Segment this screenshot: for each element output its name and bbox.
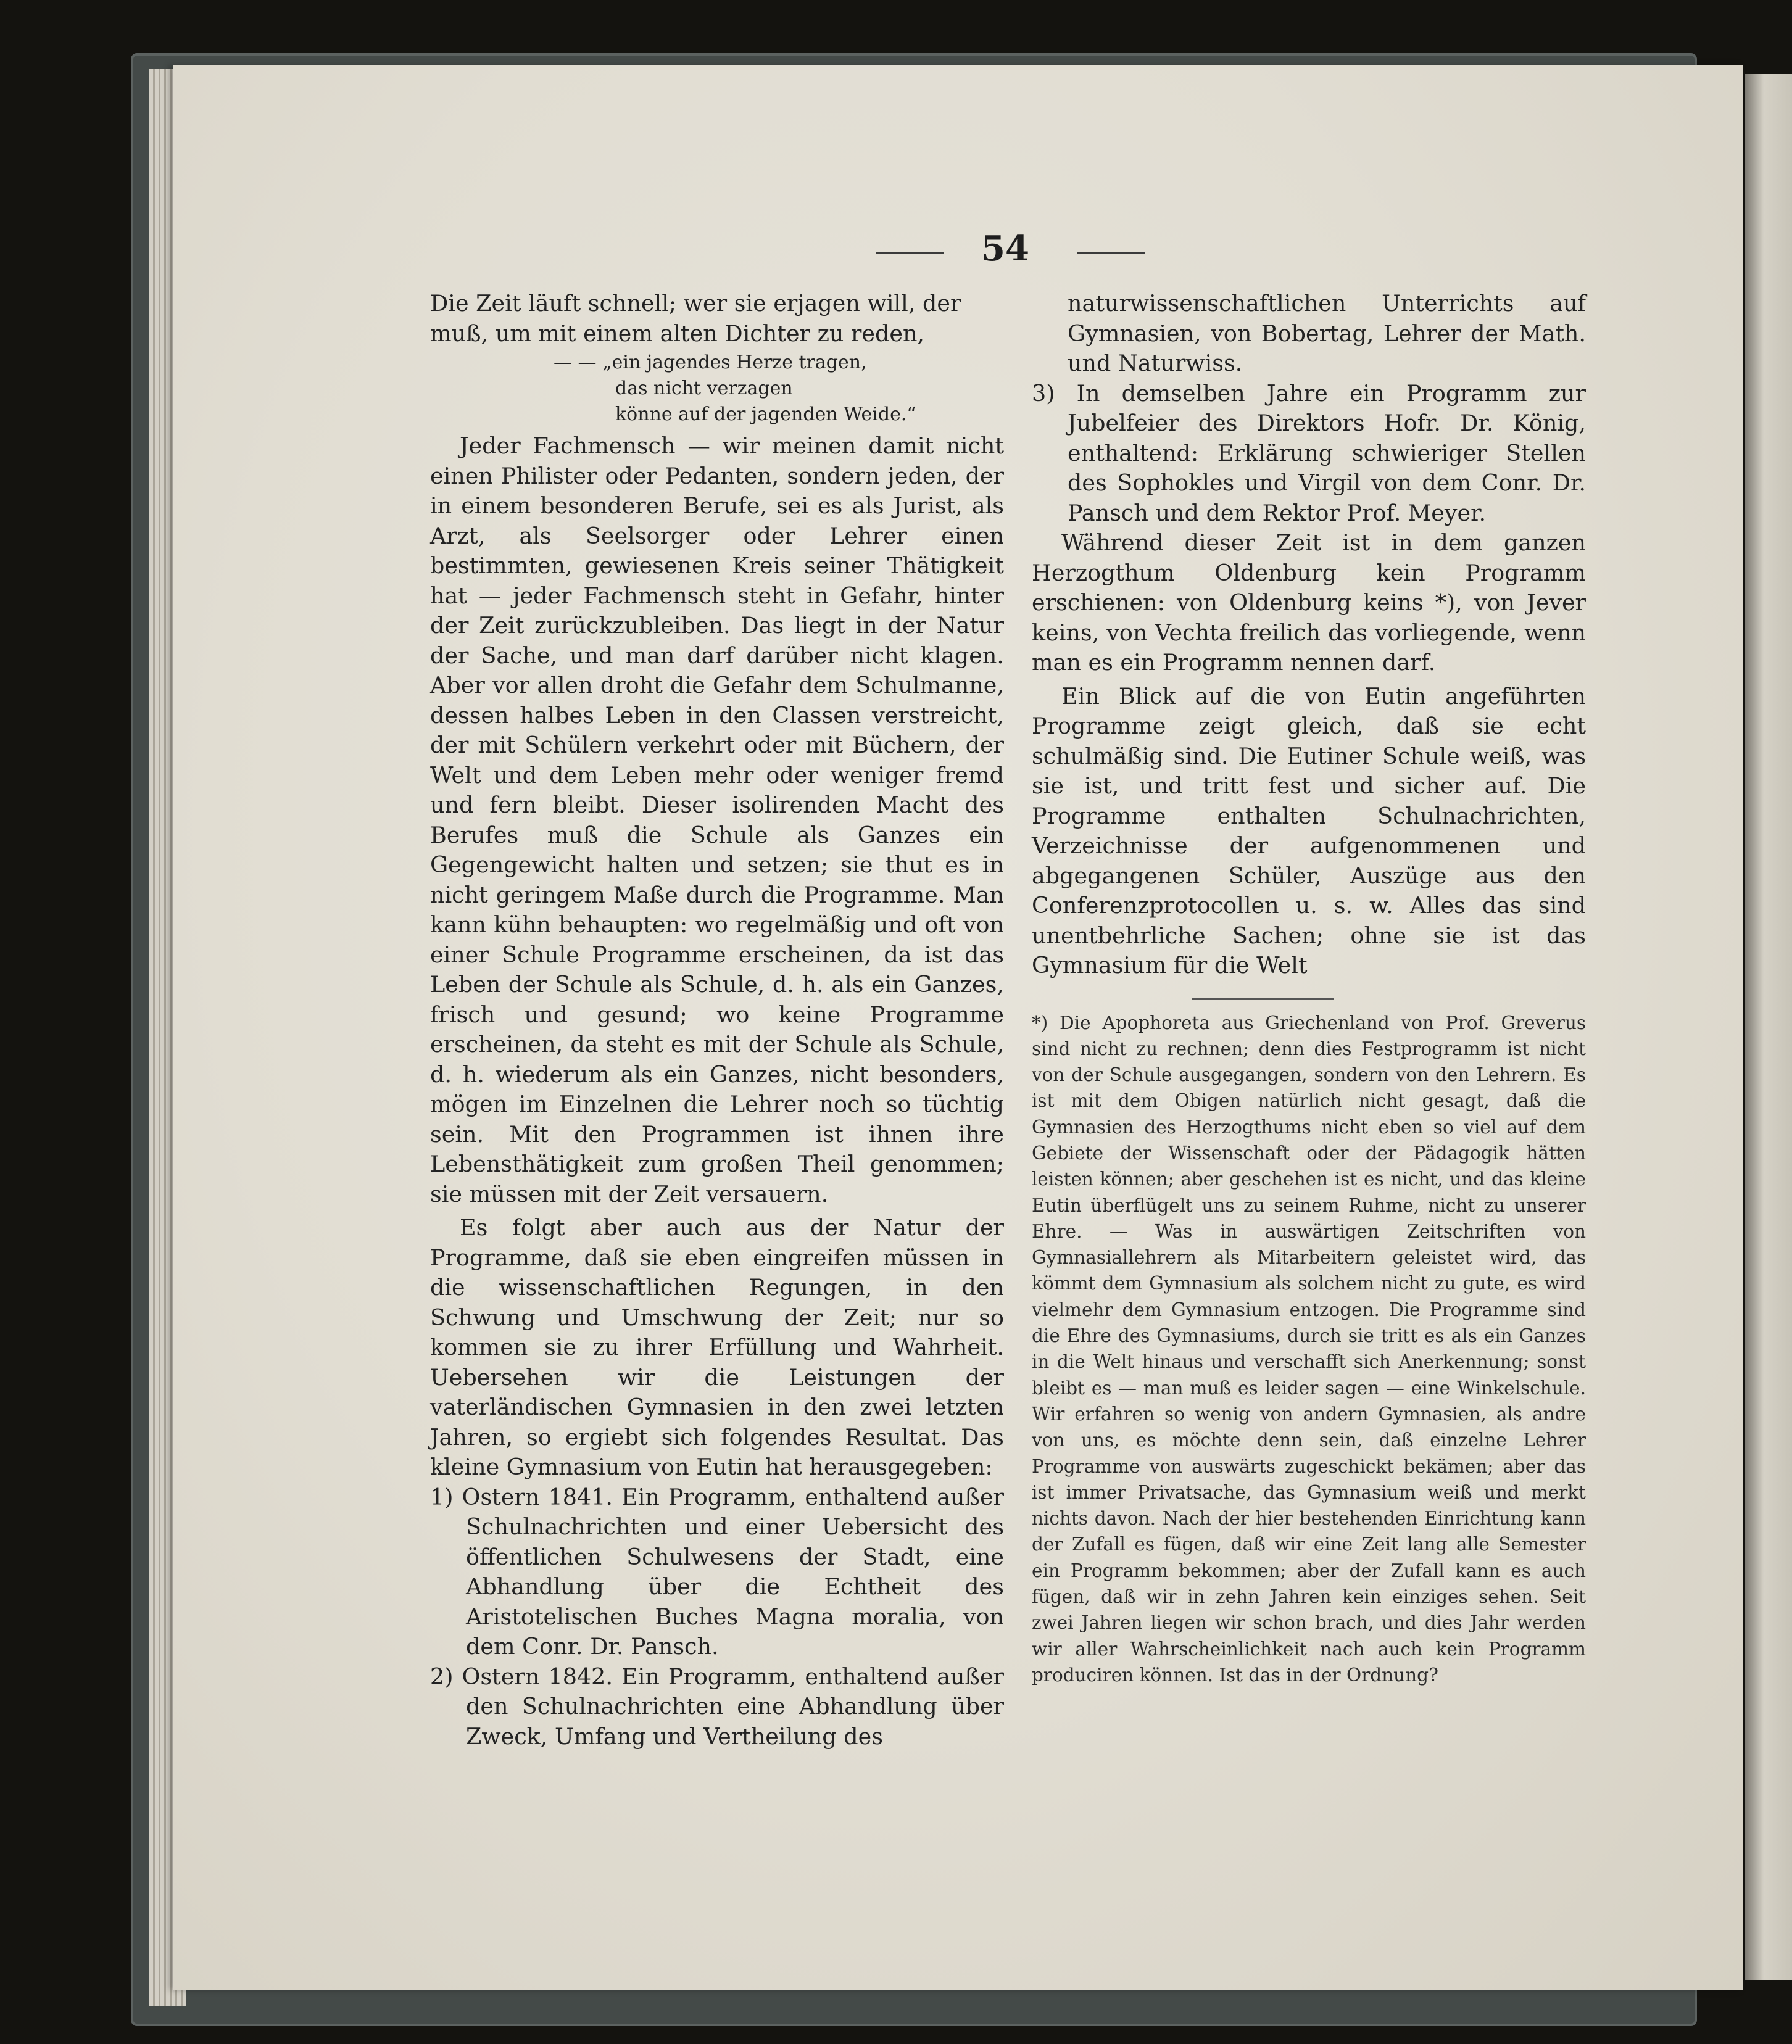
verse-line: — — „ein jagendes Herze tragen, [554,352,867,373]
page-number: 54 [981,228,1029,269]
verse-line: das nicht verzagen [615,378,793,399]
paragraph: Während dieser Zeit ist in dem ganzen Herzogthum Oldenburg kein Programm erschienen: von Oldenburg keins *), von Jever keins, von Vechta freilich das vorliegende, wenn man es ein Programm nennen darf. [1032,529,1586,676]
facing-page-edge [1745,74,1792,1980]
intro-line: Die Zeit läuft schnell; wer sie erjagen will, der [430,290,961,317]
right-column [1032,289,1586,1688]
verse-line: könne auf der jagenden Weide.“ [615,403,916,425]
page-header [864,228,1160,271]
header-rule-left [876,252,944,254]
header-rule-right [1077,252,1145,254]
list-item: 1) Ostern 1841. Ein Programm, enthaltend außer Schulnachrichten und einer Uebersicht des öffentlichen Schulwesens der Stadt, eine Abhandlung über die Echtheit des Aristotelischen Buches Magna moralia, von dem Conr. Dr. Pansch. [430,1483,1004,1660]
list-item: 3) In demselben Jahre ein Programm zur Jubelfeier des Direktors Hofr. Dr. König, enthaltend: Erklärung schwieriger Stellen des Sophokles und Virgil von dem Conr. Dr. Pansch und dem Rektor Prof. Meyer. [1032,379,1586,526]
list-item: 2) Ostern 1842. Ein Programm, enthaltend außer den Schulnachrichten eine Abhandlung über Zweck, Umfang und Vertheilung des [430,1663,1004,1750]
intro-line: muß, um mit einem alten Dichter zu reden, [430,320,925,347]
footnote-divider [1192,998,1334,1000]
left-column [430,289,1004,1752]
paragraph: Ein Blick auf die von Eutin angeführten Programme zeigt gleich, daß sie echt schulmäßig sind. Die Eutiner Schule weiß, was sie ist, und tritt fest und sicher auf. Die Programme enthalten Schulnachrichten, Verzeichnisse der aufgenommenen und abgegangenen Schüler, Auszüge aus den Conferenzprotocollen u. s. w. Alles das sind unentbehrliche Sachen; ohne sie ist das Gymnasium für die Welt [1032,682,1586,979]
paragraph: Jeder Fachmensch — wir meinen damit nicht einen Philister oder Pedanten, sondern jeden, der in einem besonderen Berufe, sei es als Jurist, als Arzt, als Seelsorger oder Lehrer einen bestimmten, gewiesenen Kreis seiner Thätigkeit hat — jeder Fachmensch steht in Gefahr, hinter der Zeit zurückzubleiben. Das liegt in der Natur der Sache, und man darf darüber nicht klagen. Aber vor allen droht die Gefahr dem Schulmanne, dessen halbes Leben in den Classen verstreicht, der mit Schülern verkehrt oder mit Büchern, der Welt und dem Leben mehr oder weniger fremd und fern bleibt. Dieser isolirenden Macht des Berufes muß die Schule als Ganzes ein Gegengewicht halten und setzen; sie thut es in nicht geringem Maße durch die Programme. Man kann kühn behaupten: wo regelmäßig und oft von einer Schule Programme erscheinen, da ist das Leben der Schule als Schule, d. h. als ein Ganzes, frisch und gesund; wo keine Programme erscheinen, da steht es mit der Schule als Schule, d. h. wiederum als ein Ganzes, nicht besonders, mögen im Einzelnen die Lehrer noch so tüchtig sein. Mit den Programmen ist ihnen ihre Lebensthätigkeit zum großen Theil genommen; sie müssen mit der Zeit versauern. [430,432,1004,1207]
verse-quote [430,350,1004,428]
footnote: *) Die Apophoreta aus Griechenland von Prof. Greverus sind nicht zu rechnen; denn dies Festprogramm ist nicht von der Schule ausgegangen, sondern von den Lehrern. Es ist mit dem Obigen natürlich nicht gesagt, daß die Gymnasien des Herzogthums nicht eben so viel auf dem Gebiete der Wissenschaft oder der Pädagogik hätten leisten können; aber geschehen ist es nicht, und das kleine Eutin überflügelt uns zu seinem Ruhme, nicht zu unserer Ehre. — Was in auswärtigen Zeitschriften von Gymnasiallehrern als Mitarbeitern geleistet wird, das kömmt dem Gymnasium als solchem nicht zu gute, es wird vielmehr dem Gymnasium entzogen. Die Programme sind die Ehre des Gymnasiums, durch sie tritt es als ein Ganzes in die Welt hinaus und verschafft sich Anerkennung; sonst bleibt es — man muß es leider sagen — eine Winkelschule. Wir erfahren so wenig von andern Gymnasien, als andre von uns, es möchte denn sein, daß einzelne Lehrer Programme von auswärts zugeschickt bekämen; aber das ist immer Privatsache, das Gymnasium weiß und merkt nichts davon. Nach der hier bestehenden Einrichtung kann der Zufall es fügen, daß wir eine Zeit lang alle Semester ein Programm bekommen; aber der Zufall kann es auch fügen, daß wir in zehn Jahren kein einziges sehen. Seit zwei Jahren liegen wir schon brach, und dies Jahr werden wir aller Wahrscheinlichkeit nach auch kein Programm produciren können. Ist das in der Ordnung? [1032,1012,1586,1686]
paragraph-continuation: naturwissenschaftlichen Unterrichts auf Gymnasien, von Bobertag, Lehrer der Math. und Naturwiss. [1068,290,1586,376]
paragraph: Es folgt aber auch aus der Natur der Programme, daß sie eben eingreifen müssen in die wissenschaftlichen Regungen, in den Schwung und Umschwung der Zeit; nur so kommen sie zu ihrer Erfüllung und Wahrheit. Uebersehen wir die Leistungen der vaterländischen Gymnasien in den zwei letzten Jahren, so ergiebt sich folgendes Resultat. Das kleine Gymnasium von Eutin hat herausgegeben: [430,1214,1004,1480]
